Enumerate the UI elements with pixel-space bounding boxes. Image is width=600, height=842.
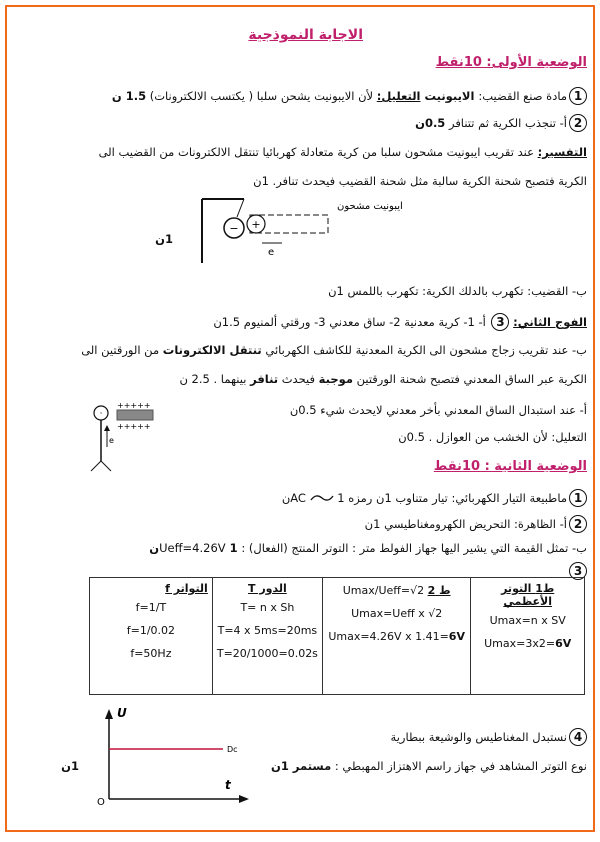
- q4-line: 4نستبدل المغناطيس والوشيعة ببطارية: [391, 728, 587, 746]
- svg-text:·: ·: [99, 409, 103, 419]
- svg-text:Dc: Dc: [227, 745, 238, 754]
- q-number-1b: 1: [569, 489, 587, 507]
- svg-text:+++++: +++++: [117, 401, 151, 410]
- leaf-right: [101, 461, 111, 471]
- figure1-points: 1ن: [155, 232, 173, 246]
- svg-text:O: O: [97, 797, 105, 808]
- m1-line: 1ماطبيعة التيار الكهربائي: تيار متناوب 1ن رمزه AC 1ن: [282, 489, 587, 507]
- method1-column: ط1 التوتر الأعظمي Umax=n x SV Umax=3x2=6V: [471, 578, 585, 695]
- svg-text:ايبونيت مشحون: ايبونيت مشحون: [337, 201, 403, 212]
- calculation-table: [89, 577, 585, 695]
- q4-points: 1ن: [61, 759, 79, 773]
- q-number-2: 2: [569, 114, 587, 132]
- explanation-line2: الكرية فتصبح شحنة الكرية سالبة مثل شحنة القضيب فيحدث تنافر. 1ن: [253, 174, 587, 188]
- svg-text:+: +: [251, 218, 261, 231]
- frequency-column: التواتر f f=1/T f=1/0.02 f=50Hz: [90, 578, 213, 695]
- group2-b-line2: الكرية عبر الساق المعدني فتصبح شحنة الورقتين موجبة فيحدث تنافر بينهما . 2.5 ن: [179, 372, 587, 386]
- q-number-4: 4: [569, 728, 587, 746]
- svg-text:e: e: [109, 436, 114, 445]
- svg-text:e: e: [268, 247, 275, 258]
- group2-line: الفوج الثاني: 3 أ- 1- كرية معدنية 2- ساق معدني 3- ورقتي ألمنيوم 1.5ن: [213, 315, 587, 329]
- voltage-type-line: نوع التوتر المشاهد في جهاز راسم الاهتزاز المهبطي : مستمر 1ن: [270, 759, 587, 773]
- period-column: الدور T T= n x Sh T=4 x 5ms=20ms T=20/1000=0.02s: [212, 578, 322, 695]
- page-title: الاجابة النموذجية: [248, 27, 363, 43]
- m2-line: 2أ- الظاهرة: التحريض الكهرومغناطيسي 1ن: [365, 515, 587, 533]
- svg-text:−: −: [229, 222, 239, 235]
- q-number-3b: 3: [569, 562, 587, 580]
- justification-line: التعليل: لأن الخشب من العوازل . 0.5ن: [398, 430, 587, 444]
- explanation-line1: التفسير: عند تقريب ايبونيت مشحون سلبا من كرية متعادلة كهربائيا تنتقل الالكترونات من القضيب الى: [98, 145, 587, 159]
- leaf-left: [91, 461, 101, 471]
- group2-c-line: أ- عند استبدال الساق المعدني بأخر معدني لايحدث شيء 0.5ن: [289, 403, 587, 417]
- q-number-1: 1: [569, 87, 587, 105]
- m3-line: ب- تمثل القيمة التي يشير اليها جهاز الفولط متر : التوتر المنتج (الفعال) : Ueff=4.26V 1ن: [149, 541, 587, 555]
- q1-line: 1مادة صنع القضيب: الايبونيت التعليل: لأن الايبونيت يشحن سلبا ( يكتسب الالكترونات) 1.5 ن: [112, 87, 587, 105]
- group2-b-line1: ب- عند تقريب زجاج مشحون الى الكرية المعدنية للكاشف الكهربائي تنتقل الالكترونات من الورقتين الى: [81, 343, 587, 357]
- svg-text:+++++: +++++: [117, 422, 151, 431]
- ebonite-ball-figure: [192, 193, 403, 265]
- thread: [237, 199, 244, 217]
- q2-line: 2أ- تنجذب الكرية ثم تتنافر 0.5ن: [415, 114, 587, 132]
- glass-rod: [117, 410, 153, 420]
- svg-text:U: U: [117, 706, 127, 720]
- ac-symbol-icon: [310, 492, 334, 506]
- method2-column: Umax/Ueff=√2 ط 2 Umax=Ueff x √2 Umax=4.26V x 1.41=6V: [322, 578, 470, 695]
- q-number-2b: 2: [569, 515, 587, 533]
- electroscope-figure: [85, 399, 165, 479]
- q2b-line: ب- القضيب: تكهرب بالدلك الكرية: تكهرب باللمس 1ن: [328, 284, 587, 298]
- answer-sheet: [5, 5, 595, 832]
- section1-heading: الوضعية الأولى: 10نقط: [435, 55, 587, 70]
- dc-voltage-graph: [93, 705, 253, 809]
- svg-text:t: t: [225, 778, 231, 792]
- section2-heading: الوضعية الثانية : 10نقط: [433, 459, 587, 474]
- q-number-3: 3: [491, 313, 509, 331]
